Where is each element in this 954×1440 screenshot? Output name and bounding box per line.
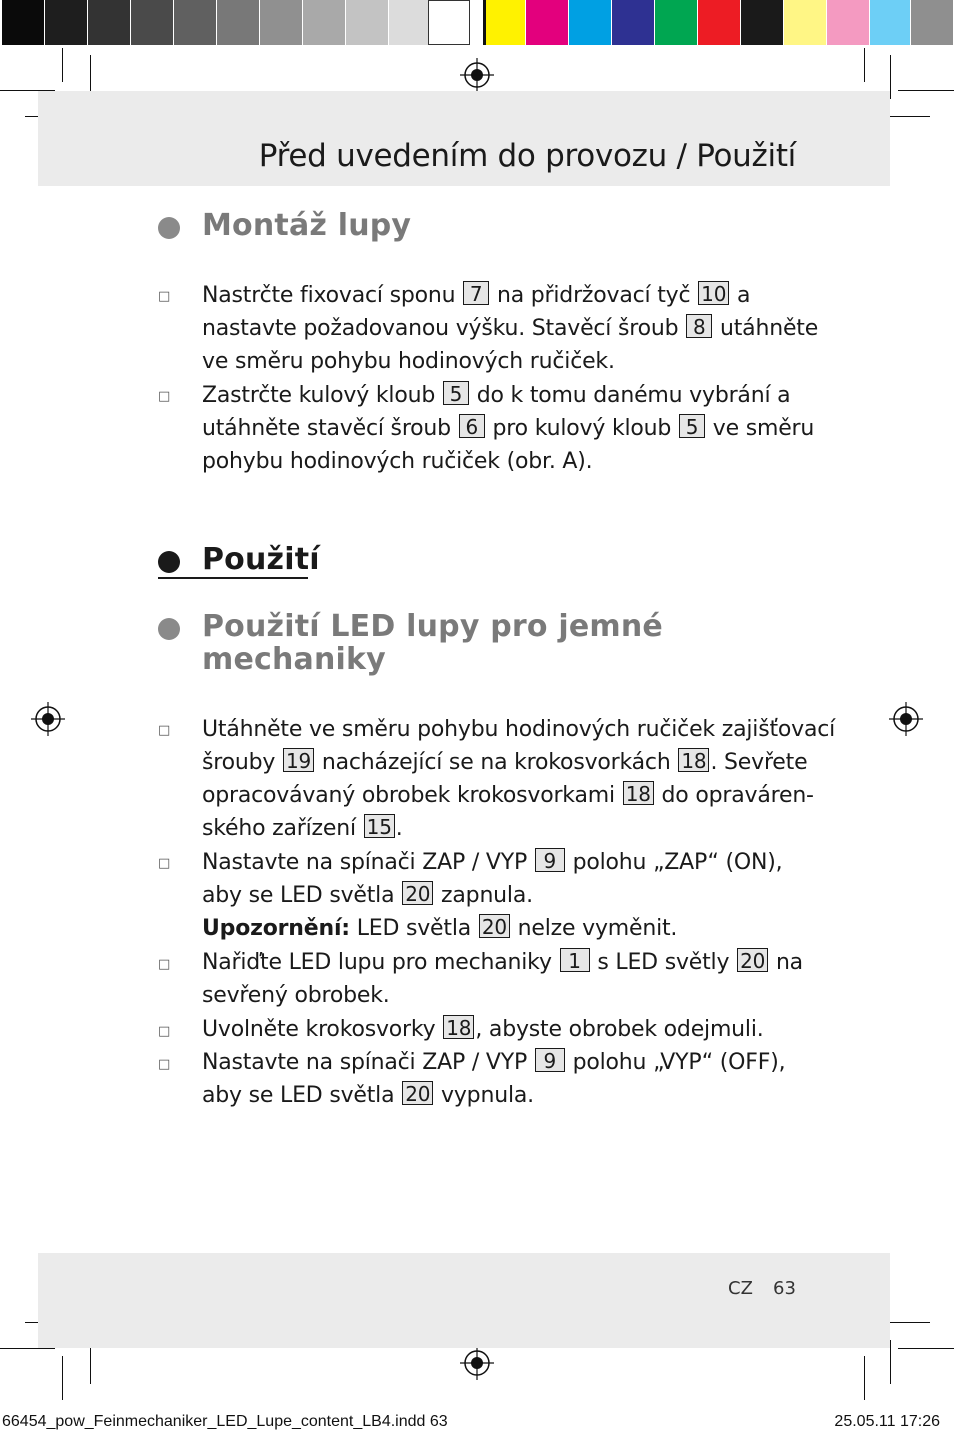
slug-filename: 66454_pow_Feinmechaniker_LED_Lupe_content_LB4.indd 63: [2, 1413, 448, 1430]
checkbox-bullet-icon: □: [158, 723, 171, 738]
slug-date: 25.05.11 17:26: [834, 1413, 940, 1430]
crop-mark: [884, 116, 930, 117]
text-line: sevřený obrobek.: [202, 983, 390, 1008]
gray-swatch-4: [131, 0, 173, 45]
crop-mark: [890, 55, 891, 99]
text-line: pohybu hodinových ručiček (obr. A).: [202, 449, 593, 474]
part-number: 9: [535, 1048, 565, 1072]
part-number: 20: [402, 881, 433, 905]
text-line: šrouby 19 nacházející se na krokosvorkách 18 . Sevřete: [202, 749, 808, 775]
color-swatch-9: [827, 0, 869, 45]
part-number: 8: [686, 314, 712, 338]
text-line: Nařiďte LED lupu pro mechaniky 1 s LED světly 20 na: [202, 949, 803, 975]
color-swatch-5: [655, 0, 697, 45]
registration-mark-icon: [460, 1346, 494, 1380]
part-number: 20: [479, 914, 510, 938]
page-title: Před uvedením do provozu / Použití: [258, 138, 796, 174]
section-dot-icon: [158, 618, 180, 640]
crop-mark: [884, 1322, 930, 1323]
checkbox-bullet-icon: □: [158, 1057, 171, 1072]
checkbox-bullet-icon: □: [158, 957, 171, 972]
text-line: aby se LED světla 20 vypnula.: [202, 1082, 534, 1108]
color-swatch-4: [612, 0, 654, 45]
gray-swatch-2: [45, 0, 87, 45]
footer-band: [38, 1253, 890, 1348]
text-line: opracovávaný obrobek krokosvorkami 18 do opraváren-: [202, 782, 814, 808]
color-swatch-7: [741, 0, 783, 45]
crop-mark: [62, 1356, 63, 1400]
color-swatch-2: [526, 0, 568, 45]
part-number: 18: [443, 1015, 474, 1039]
gray-swatch-6: [217, 0, 259, 45]
text-line: nastavte požadovanou výšku. Stavěcí šroub 8 utáhněte: [202, 315, 819, 341]
section-heading-text: Použití LED lupy pro jemné mechaniky: [202, 609, 663, 677]
part-number: 20: [402, 1081, 433, 1105]
crop-mark: [864, 48, 865, 82]
part-number: 6: [459, 414, 485, 438]
text-line: Utáhněte ve směru pohybu hodinových ručiček zajišťovací: [202, 717, 836, 742]
part-number: 7: [463, 281, 489, 305]
text-line: aby se LED světla 20 zapnula.: [202, 882, 533, 908]
footer-language: CZ: [728, 1278, 753, 1299]
section-heading: [158, 610, 663, 676]
checkbox-bullet-icon: □: [158, 856, 171, 871]
gray-swatch-8: [303, 0, 345, 45]
section-dot-icon: [158, 551, 180, 573]
color-swatch-11: [911, 0, 953, 45]
crop-mark: [898, 1348, 954, 1349]
registration-mark-icon: [31, 702, 65, 736]
gray-swatch-3: [88, 0, 130, 45]
note-label: Upozornění:: [202, 916, 350, 941]
registration-mark-icon: [460, 58, 494, 92]
crop-mark: [0, 1348, 55, 1349]
section-heading: [158, 543, 320, 576]
text-line: Nastrčte fixovací sponu 7 na přidržovací tyč 10 a: [202, 282, 751, 308]
part-number: 18: [678, 748, 709, 772]
text-line: utáhněte stavěcí šroub 6 pro kulový kloub 5 ve směru: [202, 415, 815, 441]
color-bar: [0, 0, 954, 46]
crop-mark: [890, 1340, 891, 1384]
crop-mark: [898, 90, 954, 91]
part-number: 5: [679, 414, 705, 438]
gray-swatch-1: [2, 0, 44, 45]
checkbox-bullet-icon: □: [158, 289, 171, 304]
text-line: ve směru pohybu hodinových ručiček.: [202, 349, 615, 374]
registration-mark-icon: [889, 702, 923, 736]
section-dot-icon: [158, 217, 180, 239]
gray-swatch-7: [260, 0, 302, 45]
color-swatch-8: [784, 0, 826, 45]
section-heading-text: Použití: [202, 542, 320, 577]
color-swatch-1: [483, 0, 525, 45]
crop-mark: [62, 48, 63, 82]
text-line: Nastavte na spínači ZAP / VYP 9 polohu „VYP“ (OFF),: [202, 1049, 786, 1075]
gray-swatch-9: [346, 0, 388, 45]
heading-underline: [158, 577, 308, 579]
crop-mark: [864, 1356, 865, 1400]
part-number: 9: [535, 848, 565, 872]
checkbox-bullet-icon: □: [158, 1024, 171, 1039]
text-line: Nastavte na spínači ZAP / VYP 9 polohu „ZAP“ (ON),: [202, 849, 783, 875]
part-number: 20: [737, 948, 768, 972]
page-number: 63: [773, 1278, 796, 1299]
color-swatch-10: [870, 0, 910, 45]
text-line: Uvolněte krokosvorky 18 , abyste obrobek odejmuli.: [202, 1016, 764, 1042]
section-heading-text: Montáž lupy: [202, 208, 412, 243]
section-heading: [158, 209, 411, 242]
part-number: 1: [560, 948, 590, 972]
text-line: Upozornění: LED světla 20 nelze vyměnit.: [202, 915, 678, 941]
gray-swatch-11: [428, 0, 470, 45]
color-swatch-6: [698, 0, 740, 45]
part-number: 5: [443, 381, 469, 405]
part-number: 10: [698, 281, 729, 305]
gray-swatch-5: [174, 0, 216, 45]
checkbox-bullet-icon: □: [158, 389, 171, 404]
text-line: Zastrčte kulový kloub 5 do k tomu danému vybrání a: [202, 382, 791, 408]
part-number: 15: [364, 814, 395, 838]
color-swatch-3: [569, 0, 611, 45]
part-number: 19: [283, 748, 314, 772]
part-number: 18: [623, 781, 654, 805]
text-line: ského zařízení 15 .: [202, 815, 403, 841]
gray-swatch-10: [389, 0, 431, 45]
